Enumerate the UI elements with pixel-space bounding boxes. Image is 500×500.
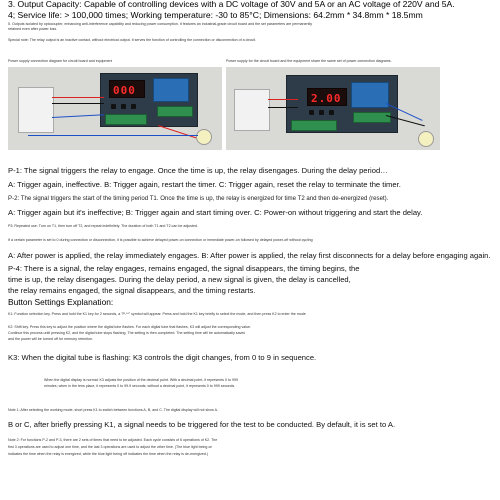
button-settings-heading: Button Settings Explanation: [8, 297, 114, 307]
right-diagram-caption: Power supply for the circuit board and the equipment share the same set of power connection diagrams. [226, 59, 392, 63]
black-wire [52, 103, 104, 104]
left-diagram-caption: Power supply connection diagram for circuit board and equipment [8, 59, 113, 63]
p3-text: P3: Repeated use: Turn on T1, then turn off T2, and repeat indefinitely. The duration of both T1 and T2 can be adjusted. [8, 224, 198, 228]
k3-button [131, 104, 136, 109]
k1-button [309, 110, 314, 115]
output-terminal [157, 106, 193, 117]
k2-description-line3: and the power will be turned off for memory retention. [8, 337, 94, 341]
relay-component [351, 82, 389, 108]
spec-service-life: 4; Service life: > 100,000 times; Working temperature: -30 to 85°C; Dimensions: 64.2mm * 34.8mm * 18.5mm [8, 10, 423, 20]
power-supply-module [234, 89, 270, 131]
k2-button [121, 104, 126, 109]
left-wiring-diagram [8, 67, 222, 150]
power-supply-module [18, 87, 54, 133]
spec-output-capacity: 3. Output Capacity: Capable of controlling devices with a DC voltage of 30V and 5A or an AC voltage of 220V and 5A. [8, 0, 455, 9]
special-note: Special note: The relay output is an inactive contact, without electrical output. It serves the function of controlling the connection or disconnection of a circuit. [8, 38, 257, 42]
led-display [109, 80, 145, 98]
display-digits: 000 [113, 84, 136, 97]
spec-optocoupler-line2: retained even after power loss. [8, 26, 58, 31]
p3-note: If a certain parameter is set to 0 during connection or disconnection, it is possible to achieve delayed power-on connection or immediate power-on followed by delayed power-off without cycling [8, 238, 313, 242]
k2-description-line1: K2: Shift key. Press this key to adjust the position where the digital tube flashes. For each digital tube that flashes, K3 will adjust the corresponding value. [8, 325, 252, 329]
black-wire [268, 107, 298, 108]
note-1: Note 1: After selecting the working mode, short press K1 to switch between functions A, B, and C. The digital display will not show A. [8, 408, 219, 412]
k1-description: K1: Function selection key. Press and hold the K1 key for 2 seconds, a "P-**" symbol will appear. Press and hold the K1 key briefly to select the mode, and then press K2 to enter the mode [8, 312, 306, 316]
input-terminal [105, 114, 147, 125]
red-wire [268, 99, 298, 100]
blue-wire [52, 114, 104, 118]
note-2-line1: Note 2: For functions P-2 and P-3, there are 2 sets of times that need to be adjusted. Each cycle consists of 6 operations of K2. The [8, 438, 218, 442]
p2-options: A: Trigger again but it's ineffective; B: Trigger again and start timing over. C: Power-on without triggering and start the delay. [8, 208, 423, 217]
k1-button [111, 104, 116, 109]
relay-component [153, 78, 189, 102]
note-1-continued: B or C, after briefly pressing K1, a signal needs to be triggered for the test to be conducted. By default, it is set to A. [8, 420, 396, 429]
relay-board [286, 75, 398, 133]
red-wire [52, 97, 104, 98]
p4-line2: time is up, the relay disengages. During the delay period, a new signal is given, the delay is cancelled, [8, 275, 351, 284]
p1-text: P-1: The signal triggers the relay to engage. Once the time is up, the relay disengages. During the delay period… [8, 166, 388, 175]
spec-optocoupler-line1: 5. Outputs isolated by optocoupler, enhancing anti-interference capability and reducing power consumption. It features an industrial-grade circuit board and the set parameters are permanently [8, 22, 313, 26]
note-2-line3: indicates the time when the relay is energized, while the blue light being off indicates the time when the relay is de-energized.) [8, 452, 209, 456]
k2-button [319, 110, 324, 115]
k3-button [329, 110, 334, 115]
normal-display-line2: minutes; when in the tens place, it represents 0 to 99.9 seconds; without a decimal point, it represents 0 to 999 seconds. [44, 384, 236, 388]
led-display [307, 88, 347, 106]
p4-line3: the relay remains engaged, the signal disappears, and the timing restarts. [8, 286, 256, 295]
k2-description-line2: Continue this process until pressing K2, and the digital tube stops flashing. The setting is then completed. The setting time will be automatically saved [8, 331, 246, 335]
right-wiring-diagram [226, 67, 440, 150]
p2-text: P-2: The signal triggers the start of the timing period T1. Once the time is up, the relay is energized for time T2 and then de-energized (reset). [8, 195, 389, 202]
output-terminal [353, 112, 391, 123]
relay-board [100, 73, 198, 127]
k3-description: K3: When the digital tube is flashing: K3 controls the digit changes, from 0 to 9 in sequence. [8, 353, 317, 362]
p1-options: A: Trigger again, ineffective. B: Trigger again, restart the timer. C: Trigger again, reset the relay to terminate the timer. [8, 180, 401, 189]
input-terminal [291, 120, 337, 131]
load-wire [158, 125, 196, 139]
loop-wire [28, 135, 198, 136]
note-2-line2: first 3 operations are used to adjust one time, and the last 3 operations are used to adjust the other time. (The blue light being on [8, 445, 213, 449]
normal-display-line1: When the digital display is normal: K3 adjusts the position of the decimal point. With a decimal point, it represents 0 to 999 [44, 378, 238, 382]
load-bulb [196, 129, 212, 145]
load-bulb [418, 131, 434, 147]
p4-line1: P-4: There is a signal, the relay engages, remains engaged, the signal disappears, the timing begins, the [8, 264, 360, 273]
display-digits: 2.00 [311, 92, 342, 105]
p3-options: A: After power is applied, the relay immediately engages. B: After power is applied, the relay first disconnects for a delay before engaging again. [8, 251, 491, 260]
